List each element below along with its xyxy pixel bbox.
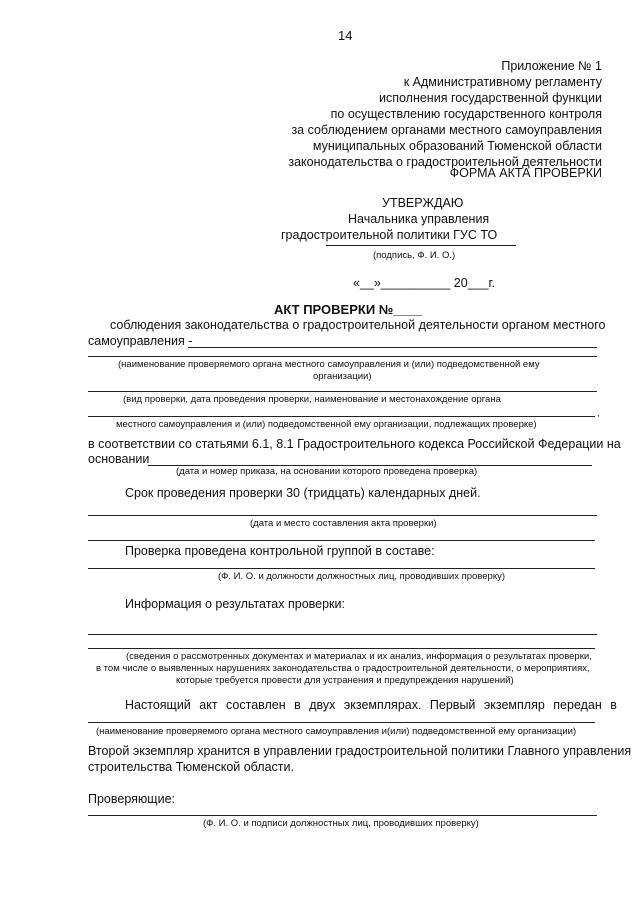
appendix-line: муниципальных образований Тюменской области xyxy=(312,139,602,153)
caption-order: (дата и номер приказа, на основании которого проведена проверка) xyxy=(176,466,478,477)
caption-results-3: которые требуется провести для устранения и предупреждения нарушений) xyxy=(176,675,514,686)
second-copy-2: строительства Тюменской области. xyxy=(88,760,294,774)
inspectors-label: Проверяющие: xyxy=(88,792,175,806)
approve-heading: УТВЕРЖДАЮ xyxy=(382,196,464,210)
appendix-line: Приложение № 1 xyxy=(501,59,602,73)
caption-results-1: (сведения о рассмотренных документах и материалах и их анализ, информация о результатах проверки, xyxy=(126,651,592,662)
fill-line-org xyxy=(188,347,597,348)
caption-place: (дата и место составления акта проверки) xyxy=(250,518,437,529)
caption-persons: (Ф. И. О. и должности должностных лиц, проводивших проверку) xyxy=(218,571,505,582)
caption-signatures: (Ф. И. О. и подписи должностных лиц, проводивших проверку) xyxy=(203,818,479,829)
self-gov-label: самоуправления - xyxy=(88,334,193,348)
fill-line-place-2 xyxy=(88,540,595,541)
term-text: Срок проведения проверки 30 (тридцать) календарных дней. xyxy=(125,486,481,500)
appendix-block xyxy=(288,58,602,170)
accordance-text: в соответствии со статьями 6.1, 8.1 Градостроительного кодекса Российской Федерации на xyxy=(88,437,621,451)
signature-caption: (подпись, Ф. И. О.) xyxy=(373,250,456,261)
fill-line-signatures xyxy=(88,815,597,816)
comma: , xyxy=(597,408,600,419)
group-text: Проверка проведена контрольной группой в составе: xyxy=(125,544,435,558)
caption-org-copy: (наименование проверяемого органа местного самоуправления и(или) подведомственной ему организации) xyxy=(96,726,577,737)
act-title: АКТ ПРОВЕРКИ №____ xyxy=(274,302,423,317)
fill-line-org-2 xyxy=(88,356,597,357)
signature-line xyxy=(326,245,516,246)
copies-text: Настоящий акт составлен в двух экземплярах. Первый экземпляр передан в xyxy=(125,698,617,712)
page-number: 14 xyxy=(338,28,353,43)
fill-line-kind xyxy=(88,391,597,392)
fill-line-results-2 xyxy=(88,648,595,649)
second-copy-1: Второй экземпляр хранится в управлении градостроительной политики Главного управления xyxy=(88,744,632,758)
appendix-line: законодательства о градостроительной деятельности xyxy=(288,155,602,169)
caption-org-1: (наименование проверяемого органа местного самоуправления и (или) подведомственной ему xyxy=(118,359,540,370)
appendix-line: по осуществлению государственного контроля xyxy=(330,107,602,121)
caption-org-2: организации) xyxy=(313,371,372,382)
fill-line-kind-2 xyxy=(88,416,595,417)
approve-line2: градостроительной политики ГУС ТО xyxy=(281,228,498,242)
fill-line-place xyxy=(88,515,597,516)
caption-kind-1: (вид проверки, дата проведения проверки, наименование и местонахождение органа xyxy=(123,394,501,405)
approve-line1: Начальника управления xyxy=(348,212,490,226)
fill-line-results xyxy=(88,634,597,635)
appendix-line: за соблюдением органами местного самоуправления xyxy=(291,123,602,137)
act-subtitle: соблюдения законодательства о градостроительной деятельности органом местного xyxy=(110,318,606,332)
fill-line-persons xyxy=(88,568,595,569)
form-title: ФОРМА АКТА ПРОВЕРКИ xyxy=(449,166,602,180)
appendix-line: к Административному регламенту xyxy=(403,75,602,89)
approval-date: «__»__________ 20___г. xyxy=(353,276,496,290)
caption-kind-2: местного самоуправления и (или) подведомственной ему организации, подлежащих проверке) xyxy=(116,419,537,430)
caption-results-2: в том числе о выявленных нарушениях законодательства о градостроительной деятельности, о мероприятиях, xyxy=(96,663,590,674)
info-text: Информация о результатах проверки: xyxy=(125,597,345,611)
appendix-line: исполнения государственной функции xyxy=(378,91,602,105)
basis-label: основании xyxy=(88,452,150,466)
fill-line-copy xyxy=(88,722,595,723)
